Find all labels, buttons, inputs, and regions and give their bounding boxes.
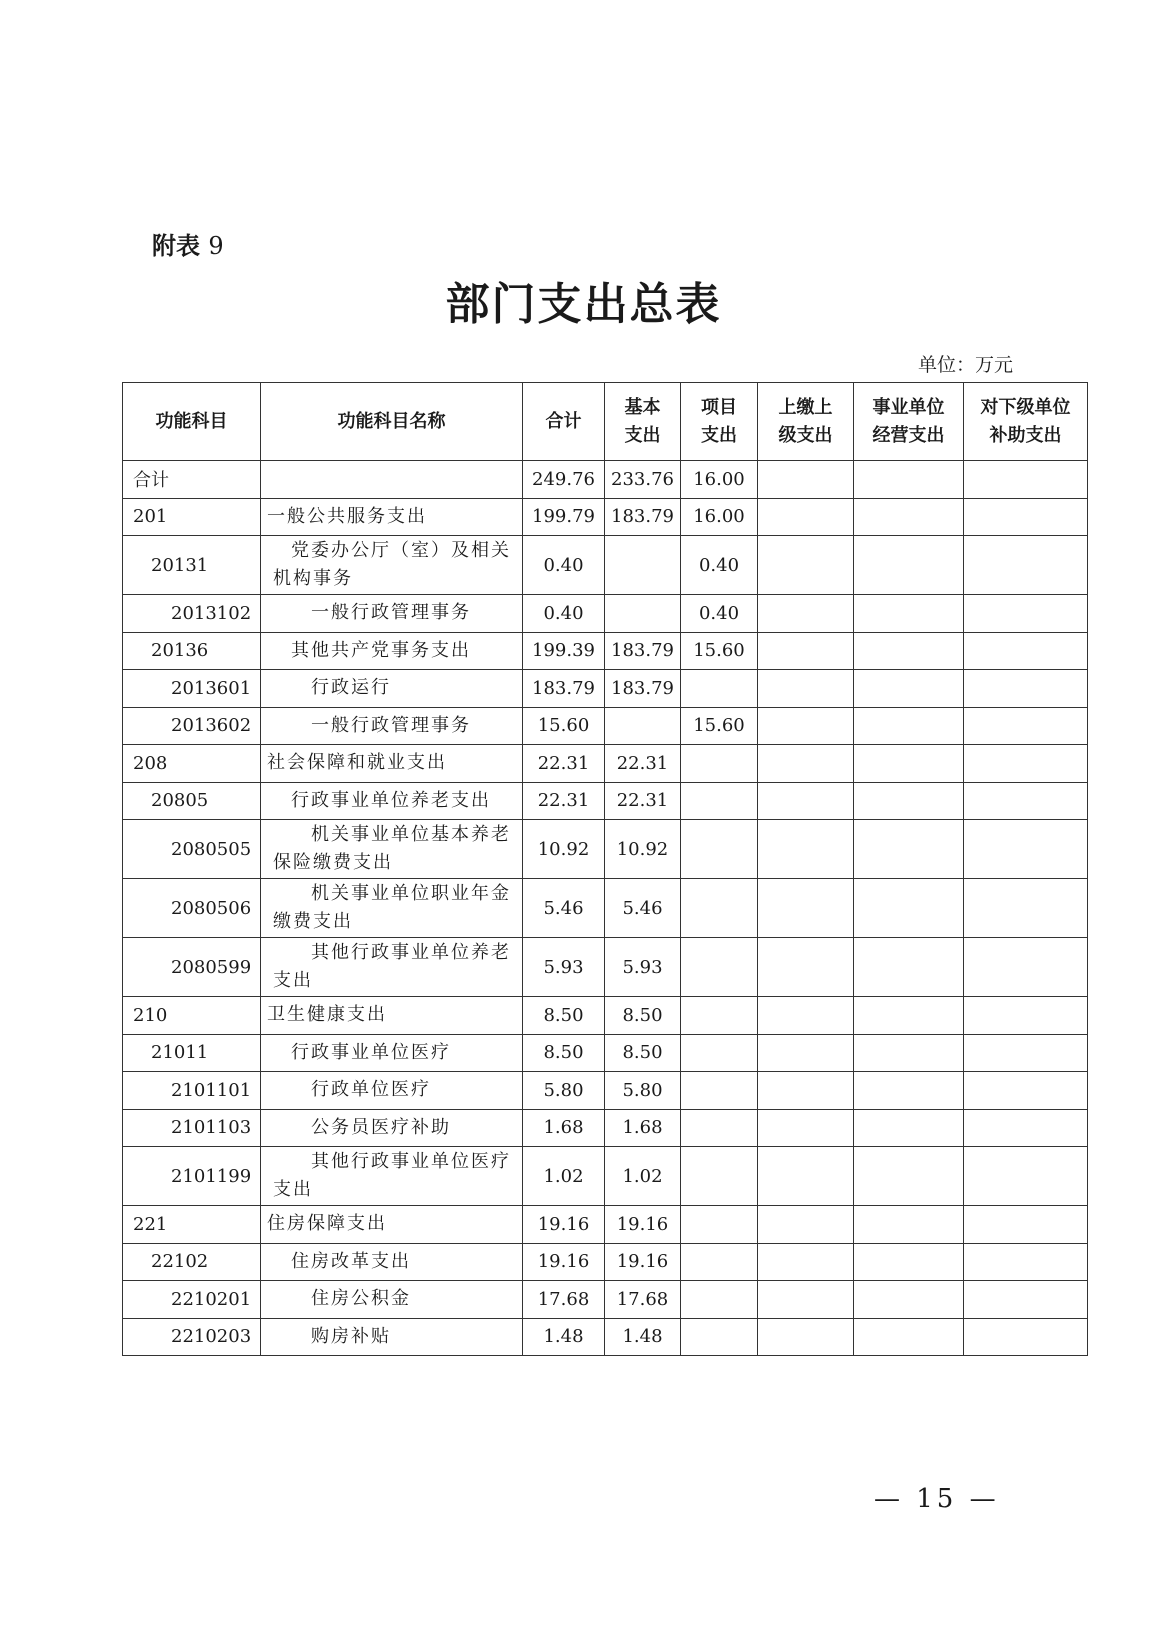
function-name: 党委办公厅（室）及相关 机构事务 [261, 536, 523, 595]
project-value [680, 1206, 757, 1244]
column-header: 事业单位 经营支出 [853, 383, 963, 461]
empty-cell [963, 1109, 1087, 1147]
empty-cell [963, 1281, 1087, 1319]
project-value: 0.40 [680, 536, 757, 595]
function-code: 合计 [123, 461, 261, 499]
column-header: 上缴上 级支出 [757, 383, 853, 461]
empty-cell [757, 1206, 853, 1244]
basic-value: 233.76 [605, 461, 681, 499]
empty-cell [963, 595, 1087, 633]
empty-cell [757, 670, 853, 708]
basic-value: 183.79 [605, 632, 681, 670]
table-row [123, 1243, 1088, 1281]
empty-cell [963, 1243, 1087, 1281]
function-name: 住房公积金 [261, 1281, 523, 1319]
expenditure-table [122, 382, 1088, 1356]
unit-label: 单位：万元 [918, 354, 1014, 376]
project-value: 16.00 [680, 461, 757, 499]
function-name: 购房补贴 [261, 1318, 523, 1356]
table-row [123, 997, 1088, 1035]
basic-value [605, 707, 681, 745]
empty-cell [757, 879, 853, 938]
basic-value: 8.50 [605, 997, 681, 1035]
total-value: 199.79 [523, 498, 605, 536]
function-code: 20131 [123, 536, 261, 595]
project-value [680, 1034, 757, 1072]
table-row [123, 595, 1088, 633]
table-row [123, 1072, 1088, 1110]
empty-cell [757, 938, 853, 997]
total-value: 8.50 [523, 1034, 605, 1072]
empty-cell [963, 745, 1087, 783]
function-code: 2101101 [123, 1072, 261, 1110]
table-row [123, 1206, 1088, 1244]
empty-cell [853, 879, 963, 938]
empty-cell [757, 707, 853, 745]
project-value: 16.00 [680, 498, 757, 536]
table-row [123, 536, 1088, 595]
empty-cell [853, 782, 963, 820]
total-value: 1.02 [523, 1147, 605, 1206]
project-value [680, 997, 757, 1035]
total-value: 10.92 [523, 820, 605, 879]
basic-value: 1.68 [605, 1109, 681, 1147]
column-header: 基本 支出 [605, 383, 681, 461]
function-code: 2101199 [123, 1147, 261, 1206]
function-name: 行政事业单位医疗 [261, 1034, 523, 1072]
total-value: 19.16 [523, 1243, 605, 1281]
empty-cell [757, 1318, 853, 1356]
empty-cell [853, 1109, 963, 1147]
function-name: 行政单位医疗 [261, 1072, 523, 1110]
empty-cell [757, 782, 853, 820]
empty-cell [963, 1318, 1087, 1356]
empty-cell [853, 1034, 963, 1072]
project-value [680, 938, 757, 997]
empty-cell [963, 670, 1087, 708]
column-header: 对下级单位 补助支出 [963, 383, 1087, 461]
empty-cell [757, 1109, 853, 1147]
function-name: 机关事业单位基本养老 保险缴费支出 [261, 820, 523, 879]
total-value: 5.80 [523, 1072, 605, 1110]
project-value [680, 1243, 757, 1281]
function-code: 208 [123, 745, 261, 783]
project-value [680, 820, 757, 879]
empty-cell [757, 745, 853, 783]
basic-value: 8.50 [605, 1034, 681, 1072]
total-value: 0.40 [523, 595, 605, 633]
basic-value [605, 536, 681, 595]
empty-cell [757, 1281, 853, 1319]
table-row [123, 820, 1088, 879]
basic-value: 1.02 [605, 1147, 681, 1206]
table-row [123, 1281, 1088, 1319]
function-name: 一般行政管理事务 [261, 707, 523, 745]
empty-cell [757, 1243, 853, 1281]
table-row [123, 1109, 1088, 1147]
empty-cell [853, 498, 963, 536]
table-row [123, 498, 1088, 536]
function-name: 住房保障支出 [261, 1206, 523, 1244]
project-value [680, 670, 757, 708]
basic-value: 1.48 [605, 1318, 681, 1356]
empty-cell [853, 1281, 963, 1319]
empty-cell [757, 820, 853, 879]
function-name: 社会保障和就业支出 [261, 745, 523, 783]
page-number: — 15 — [874, 1484, 1000, 1514]
empty-cell [963, 536, 1087, 595]
empty-cell [853, 1318, 963, 1356]
empty-cell [853, 707, 963, 745]
project-value [680, 1072, 757, 1110]
empty-cell [853, 670, 963, 708]
function-code: 210 [123, 997, 261, 1035]
column-header: 合计 [523, 383, 605, 461]
empty-cell [853, 461, 963, 499]
function-name: 其他行政事业单位养老 支出 [261, 938, 523, 997]
empty-cell [757, 1034, 853, 1072]
basic-value: 19.16 [605, 1243, 681, 1281]
table-row [123, 879, 1088, 938]
total-value: 0.40 [523, 536, 605, 595]
empty-cell [853, 1147, 963, 1206]
table-row [123, 782, 1088, 820]
function-name: 机关事业单位职业年金 缴费支出 [261, 879, 523, 938]
total-value: 17.68 [523, 1281, 605, 1319]
project-value [680, 1147, 757, 1206]
basic-value: 183.79 [605, 670, 681, 708]
total-value: 8.50 [523, 997, 605, 1035]
empty-cell [757, 536, 853, 595]
empty-cell [853, 595, 963, 633]
total-value: 5.46 [523, 879, 605, 938]
empty-cell [853, 1243, 963, 1281]
function-code: 2210203 [123, 1318, 261, 1356]
project-value: 15.60 [680, 632, 757, 670]
function-name: 其他共产党事务支出 [261, 632, 523, 670]
total-value: 249.76 [523, 461, 605, 499]
basic-value: 22.31 [605, 745, 681, 783]
function-code: 201 [123, 498, 261, 536]
empty-cell [853, 938, 963, 997]
column-header: 项目 支出 [680, 383, 757, 461]
basic-value [605, 595, 681, 633]
total-value: 5.93 [523, 938, 605, 997]
function-name: 行政事业单位养老支出 [261, 782, 523, 820]
empty-cell [963, 461, 1087, 499]
function-code: 22102 [123, 1243, 261, 1281]
empty-cell [757, 595, 853, 633]
function-name: 一般公共服务支出 [261, 498, 523, 536]
function-code: 2013601 [123, 670, 261, 708]
project-value [680, 745, 757, 783]
empty-cell [757, 997, 853, 1035]
function-code: 21011 [123, 1034, 261, 1072]
table-row [123, 1034, 1088, 1072]
empty-cell [757, 632, 853, 670]
total-value: 22.31 [523, 745, 605, 783]
empty-cell [963, 782, 1087, 820]
project-value: 0.40 [680, 595, 757, 633]
basic-value: 17.68 [605, 1281, 681, 1319]
function-name: 一般行政管理事务 [261, 595, 523, 633]
function-code: 2080506 [123, 879, 261, 938]
project-value [680, 782, 757, 820]
function-code: 2101103 [123, 1109, 261, 1147]
project-value: 15.60 [680, 707, 757, 745]
empty-cell [853, 1072, 963, 1110]
total-value: 22.31 [523, 782, 605, 820]
basic-value: 5.80 [605, 1072, 681, 1110]
empty-cell [757, 498, 853, 536]
column-header: 功能科目名称 [261, 383, 523, 461]
table-row [123, 707, 1088, 745]
appendix-label: 附表 9 [152, 231, 224, 260]
empty-cell [853, 536, 963, 595]
function-code: 20136 [123, 632, 261, 670]
function-code: 2013602 [123, 707, 261, 745]
total-value: 199.39 [523, 632, 605, 670]
basic-value: 10.92 [605, 820, 681, 879]
function-code: 2080599 [123, 938, 261, 997]
table-row [123, 938, 1088, 997]
basic-value: 5.46 [605, 879, 681, 938]
empty-cell [853, 745, 963, 783]
function-code: 221 [123, 1206, 261, 1244]
basic-value: 183.79 [605, 498, 681, 536]
empty-cell [963, 938, 1087, 997]
empty-cell [963, 1206, 1087, 1244]
function-name: 行政运行 [261, 670, 523, 708]
total-value: 1.68 [523, 1109, 605, 1147]
total-value: 1.48 [523, 1318, 605, 1356]
table-row [123, 670, 1088, 708]
function-code: 2080505 [123, 820, 261, 879]
empty-cell [853, 632, 963, 670]
empty-cell [853, 820, 963, 879]
column-header: 功能科目 [123, 383, 261, 461]
empty-cell [963, 1072, 1087, 1110]
function-code: 20805 [123, 782, 261, 820]
empty-cell [963, 632, 1087, 670]
empty-cell [963, 1147, 1087, 1206]
project-value [680, 1281, 757, 1319]
empty-cell [963, 1034, 1087, 1072]
empty-cell [757, 461, 853, 499]
empty-cell [853, 1206, 963, 1244]
basic-value: 19.16 [605, 1206, 681, 1244]
basic-value: 5.93 [605, 938, 681, 997]
table-row [123, 745, 1088, 783]
empty-cell [963, 879, 1087, 938]
table-row [123, 1147, 1088, 1206]
function-name: 公务员医疗补助 [261, 1109, 523, 1147]
basic-value: 22.31 [605, 782, 681, 820]
function-code: 2210201 [123, 1281, 261, 1319]
empty-cell [853, 997, 963, 1035]
function-name [261, 461, 523, 499]
empty-cell [963, 820, 1087, 879]
table-row [123, 632, 1088, 670]
table-row [123, 1318, 1088, 1356]
page-title: 部门支出总表 [445, 279, 722, 330]
table-row [123, 461, 1088, 499]
total-value: 183.79 [523, 670, 605, 708]
project-value [680, 1318, 757, 1356]
empty-cell [963, 707, 1087, 745]
total-value: 15.60 [523, 707, 605, 745]
empty-cell [757, 1072, 853, 1110]
empty-cell [963, 498, 1087, 536]
function-name: 住房改革支出 [261, 1243, 523, 1281]
function-name: 卫生健康支出 [261, 997, 523, 1035]
function-name: 其他行政事业单位医疗 支出 [261, 1147, 523, 1206]
project-value [680, 1109, 757, 1147]
project-value [680, 879, 757, 938]
total-value: 19.16 [523, 1206, 605, 1244]
table-header-row [123, 383, 1088, 461]
empty-cell [963, 997, 1087, 1035]
empty-cell [757, 1147, 853, 1206]
function-code: 2013102 [123, 595, 261, 633]
